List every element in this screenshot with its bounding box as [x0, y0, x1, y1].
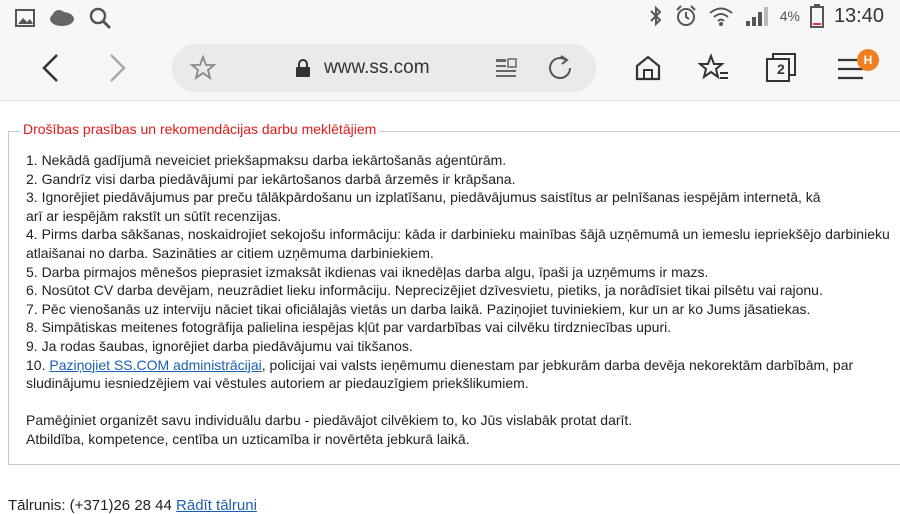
menu-button[interactable] [832, 48, 872, 88]
list-item: 7. Pēc vienošanās uz interviju nāciet tikai oficiālajās vietās un darba laikā. Paziņojiet tuviniekiem, kur un ar ko Jums jāsatiekas. [26, 300, 811, 317]
status-bar [0, 0, 900, 36]
url-text: www.ss.com [324, 57, 430, 78]
menu-badge: H [857, 49, 879, 71]
item10-rest: , policijai vai valsts ieņēmumu dienestam par jebkurām darba devēja nekorektām darbībām, par [261, 356, 854, 373]
closing-text: Atbildība, kompetence, centība un uzticamība ir novērtēta jebkurā laikā. [26, 430, 470, 447]
report-admin-link[interactable]: Paziņojiet SS.COM administrācijai [49, 356, 262, 373]
list-item: 5. Darba pirmajos mēnešos pieprasiet izmaksāt ikdienas vai iknedēļas darba algu, īpaši ja uzņēmums ir mazs. [26, 263, 709, 280]
list-item: 9. Ja rodas šaubas, ignorējiet darba piedāvājumu vai tikšanos. [26, 337, 413, 354]
show-phone-link[interactable]: Rādīt tālruni [176, 497, 257, 514]
list-item: 6. Nosūtot CV darba devējam, neuzrādiet lieku informāciju. Neprecizējiet dzīvesvietu, pietiks, ja norādīsiet tikai pilsētu vai rajonu. [26, 282, 823, 299]
address-bar[interactable] [172, 44, 596, 92]
list-item: 1. Nekādā gadījumā neveiciet priekšapmaksu darba iekārtošanās aģentūrām. [26, 152, 507, 168]
bookmarks-button[interactable] [694, 48, 734, 88]
list-item-10 [26, 356, 900, 375]
list-item: 4. Pirms darba sākšanas, noskaidrojiet sekojošu informāciju: kāda ir darbinieku mainības šājā uzņēmumā un iemeslu iepriekšējo darbinieku [26, 226, 890, 243]
phone-text: Tālrunis: (+371)26 28 44 [8, 497, 172, 514]
closing-text: Pamēģiniet organizēt savu individuālu darbu - piedāvājot cilvēkiem to, ko Jūs vislabāk protat darīt. [26, 412, 633, 429]
tab-count: 2 [777, 61, 785, 77]
lock-icon [294, 58, 312, 78]
list-item: 2. Gandrīz visi darba piedāvājumi par iekārtošanos darbā ārzemēs ir krāpšana. [26, 170, 516, 187]
chevron-left-icon [39, 53, 61, 83]
bookmark-star-icon[interactable] [190, 55, 216, 81]
home-button[interactable] [628, 48, 668, 88]
gallery-icon [14, 7, 36, 29]
item10-prefix: 10. [26, 356, 50, 373]
bluetooth-icon [648, 4, 664, 28]
spacer [26, 393, 900, 412]
tabs-button[interactable] [762, 48, 802, 88]
cloud-icon [48, 7, 76, 29]
browser-toolbar [0, 36, 900, 101]
back-button[interactable] [30, 48, 70, 88]
list-item: atlaišanai no darba. Sazināties ar citiem uzņēmuma darbiniekiem. [26, 244, 434, 261]
bookmarks-list-icon [698, 53, 730, 83]
list-item: sludinājumu iesniedzējiem vai vēstules autoriem ar piedauzīgiem priekšlikumiem. [26, 375, 529, 392]
alarm-icon [674, 4, 698, 28]
home-icon [633, 53, 663, 83]
reader-mode-icon[interactable] [494, 56, 518, 80]
list-item: 8. Simpātiskas meitenes fotogrāfija palielina iespējas kļūt par vardarbības vai cilvēku tirdzniecības upuri. [26, 319, 672, 336]
signal-icon [744, 5, 770, 27]
reload-icon[interactable] [546, 54, 574, 82]
chevron-right-icon [107, 53, 129, 83]
search-icon [88, 6, 112, 30]
safety-legend: Drošības prasības un rekomendācijas darbu meklētājiem [20, 121, 379, 137]
list-item: arī ar iespējām rakstīt un sūtīt recenzijas. [26, 207, 282, 224]
battery-percent: 4% [779, 8, 800, 24]
battery-icon [810, 4, 824, 28]
status-time: 13:40 [833, 4, 884, 27]
forward-button[interactable] [98, 48, 138, 88]
safety-recommendations [26, 151, 900, 449]
wifi-icon [708, 5, 734, 27]
list-item: 3. Ignorējiet piedāvājumus par preču tālākpārdošanu un izplatīšanu, piedāvājumus saistītus ar pelnīšanas iespējām internetā, kā [26, 189, 821, 206]
